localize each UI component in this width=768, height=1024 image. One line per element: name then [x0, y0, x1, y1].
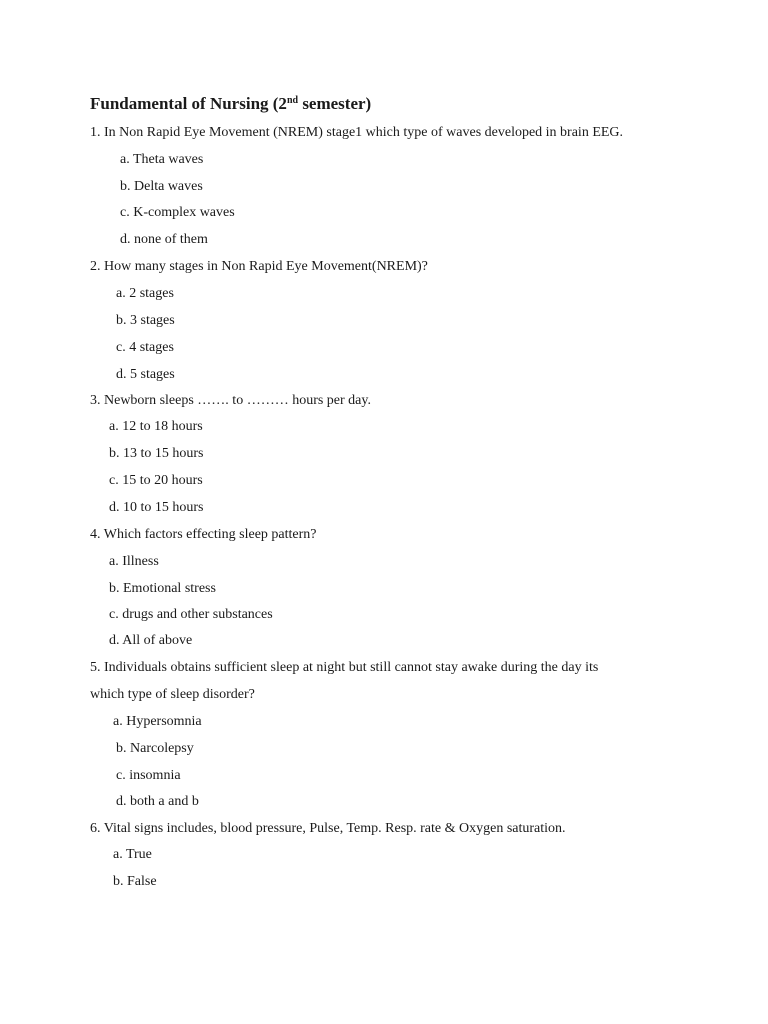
title-suffix: semester)	[298, 94, 372, 113]
question-5-option-c: c. insomnia	[116, 768, 181, 783]
question-2-option-b: b. 3 stages	[116, 313, 175, 328]
question-1-option-d: d. none of them	[120, 232, 208, 247]
question-3-option-b: b. 13 to 15 hours	[109, 446, 204, 461]
question-1-option-a: a. Theta waves	[120, 152, 204, 167]
question-6-option-a: a. True	[113, 847, 152, 862]
question-4-option-b: b. Emotional stress	[109, 581, 216, 596]
question-4-text: 4. Which factors effecting sleep pattern?	[90, 527, 317, 542]
question-4-option-d: d. All of above	[109, 633, 193, 648]
question-5-text-line-1: 5. Individuals obtains sufficient sleep at night but still cannot stay awake during the day its	[90, 660, 599, 675]
question-4-option-a: a. Illness	[109, 554, 159, 569]
title-superscript: nd	[286, 95, 299, 106]
question-1-text: 1. In Non Rapid Eye Movement (NREM) stage1 which type of waves developed in brain EEG.	[90, 125, 624, 140]
question-5-option-b: b. Narcolepsy	[116, 741, 194, 756]
question-3-option-d: d. 10 to 15 hours	[109, 500, 204, 515]
question-6-text: 6. Vital signs includes, blood pressure, Pulse, Temp. Resp. rate & Oxygen saturation.	[90, 821, 566, 836]
question-2-text: 2. How many stages in Non Rapid Eye Movement(NREM)?	[90, 259, 428, 274]
question-2-option-c: c. 4 stages	[116, 340, 174, 355]
question-6-option-b: b. False	[113, 874, 157, 889]
question-3-text: 3. Newborn sleeps ……. to ……… hours per day.	[90, 393, 371, 408]
question-1-option-c: c. K-complex waves	[120, 205, 235, 220]
document-title	[90, 93, 371, 115]
title-prefix: Fundamental of Nursing (2	[90, 94, 287, 113]
question-2-option-a: a. 2 stages	[116, 286, 174, 301]
question-2-option-d: d. 5 stages	[116, 367, 175, 382]
question-5-option-d: d. both a and b	[116, 794, 199, 809]
question-3-option-c: c. 15 to 20 hours	[109, 473, 203, 488]
question-1-option-b: b. Delta waves	[120, 179, 203, 194]
question-4-option-c: c. drugs and other substances	[109, 607, 273, 622]
question-5-text-line-2: which type of sleep disorder?	[90, 687, 255, 702]
question-5-option-a: a. Hypersomnia	[113, 714, 202, 729]
question-3-option-a: a. 12 to 18 hours	[109, 419, 203, 434]
